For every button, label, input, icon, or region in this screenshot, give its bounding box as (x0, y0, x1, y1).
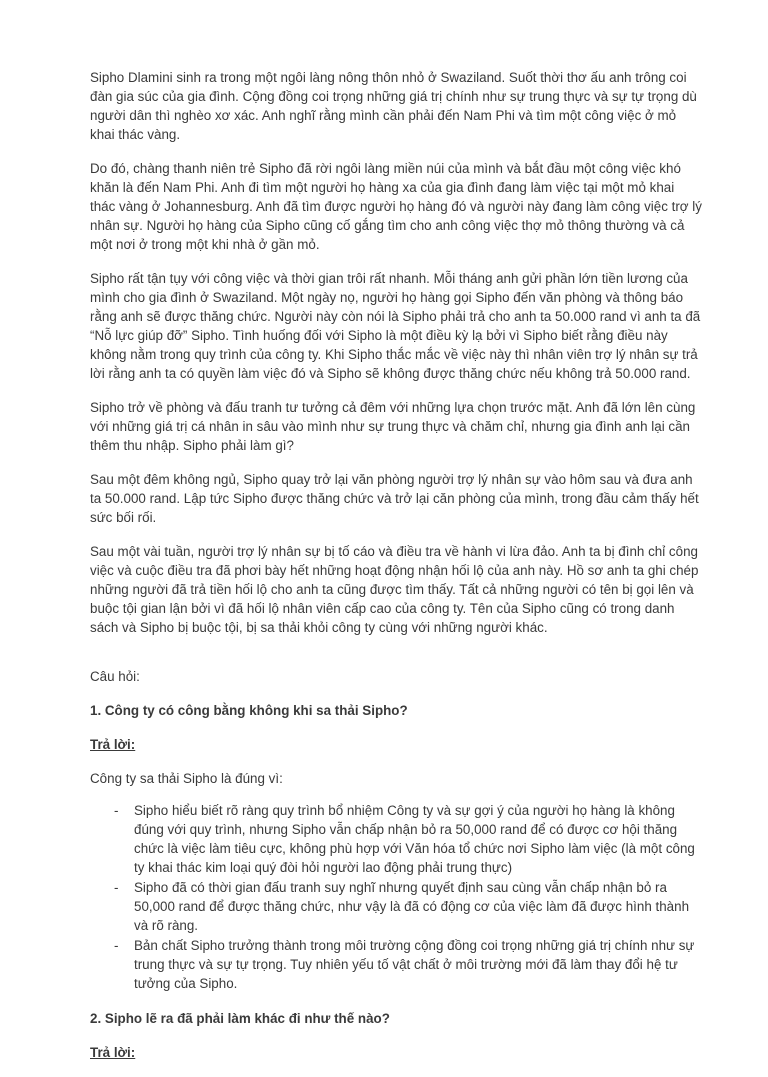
story-paragraph-1: Sipho Dlamini sinh ra trong một ngôi làng nông thôn nhỏ ở Swaziland. Suốt thời thơ ấu anh trông coi đàn gia súc của gia đình. Cộng đồng coi trọng những giá trị chính như sự trung thực và sự tự trọng dù người dân thì nghèo xơ xác. Anh nghĩ rằng mình cần phải đến Nam Phi và tìm một công việc ở mỏ khai thác vàng. (90, 70, 697, 142)
question-2: 2. Sipho lẽ ra đã phải làm khác đi như thế nào? (90, 1011, 390, 1026)
answer-1-label: Trả lời: (90, 737, 136, 752)
story-paragraph-6: Sau một vài tuần, người trợ lý nhân sự bị tố cáo và điều tra về hành vi lừa đảo. Anh ta bị đình chỉ công việc và cuộc điều tra đã phơi bày hết những hoạt động nhận hối lộ của anh này. Hồ sơ anh ta ghi chép những người đã trả tiền hối lộ cho anh ta cũng được tìm thấy. Tất cả những người có tên bị gọi lên và buộc tội gian lận bởi vì đã hối lộ nhân viên cấp cao của công ty. Tên của Sipho cũng có trong danh sách và Sipho bị buộc tội, bị sa thải khỏi công ty cùng với những người khác. (90, 544, 699, 635)
story-paragraph-2: Do đó, chàng thanh niên trẻ Sipho đã rời ngôi làng miền núi của mình và bắt đầu một công việc khó khăn là đến Nam Phi. Anh đi tìm một người họ hàng xa của gia đình đang làm việc tại một mỏ khai thác vàng ở Johannesburg. Anh đã tìm được người họ hàng đó và người này đang làm công việc trợ lý nhân sự. Người họ hàng của Sipho cũng cố gắng tìm cho anh công việc thợ mỏ thông thường và cả một nơi ở trong một khi nhà ở gần mỏ. (90, 161, 702, 252)
bullet-dash: - (114, 803, 119, 818)
story-paragraph-3: Sipho rất tận tụy với công việc và thời gian trôi rất nhanh. Mỗi tháng anh gửi phần lớn tiền lương của mình cho gia đình ở Swaziland. Một ngày nọ, người họ hàng gọi Sipho đến văn phòng và thông báo rằng anh sẽ được thăng chức. Người này còn nói là Sipho phải trả cho anh ta 50.000 rand vì anh ta đã “Nỗ lực giúp đỡ” Sipho. Tình huống đối với Sipho là một điều kỳ lạ bởi vì Sipho biết rằng điều này không nằm trong quy trình của công ty. Khi Sipho thắc mắc về việc này thì nhân viên trợ lý nhân sự trả lời rằng anh ta có quyền làm việc đó và Sipho sẽ không được thăng chức nếu không trả 50.000 rand. (90, 271, 701, 381)
answer-2-label: Trả lời: (90, 1045, 136, 1060)
question-1: 1. Công ty có công bằng không khi sa thải Sipho? (90, 703, 408, 718)
bullet-text: Sipho hiểu biết rõ ràng quy trình bổ nhiệm Công ty và sự gợi ý của người họ hàng là không đúng với quy trình, nhưng Sipho vẫn chấp nhận bỏ ra 50,000 rand để có được cơ hội thăng chức là việc làm tiêu cực, không phù hợp với Văn hóa tổ chức nơi Sipho làm việc (là một công ty khai thác kim loại quý đòi hỏi người lao động phải trung thực) (134, 803, 695, 875)
answer-1-bullet-list (90, 801, 702, 993)
bullet-dash: - (114, 880, 119, 895)
questions-heading: Câu hỏi: (90, 669, 140, 684)
bullet-dash: - (114, 938, 119, 953)
answer-1-intro: Công ty sa thải Sipho là đúng vì: (90, 771, 283, 786)
bullet-text: Bản chất Sipho trưởng thành trong môi trường cộng đồng coi trọng những giá trị chính như sự trung thực và sự tự trọng. Tuy nhiên yếu tố vật chất ở môi trường mới đã làm thay đổi hệ tư tưởng của Sipho. (134, 938, 695, 991)
answer-1-bullet (90, 936, 702, 993)
bullet-text: Sipho đã có thời gian đấu tranh suy nghĩ nhưng quyết định sau cùng vẫn chấp nhận bỏ ra 50,000 rand để được thăng chức, như vậy là đã có động cơ của việc làm đã được hình thành và rõ ràng. (134, 880, 690, 933)
answer-1-bullet (90, 878, 702, 935)
answer-1-bullet (90, 801, 702, 877)
story-paragraph-5: Sau một đêm không ngủ, Sipho quay trở lại văn phòng người trợ lý nhân sự vào hôm sau và đưa anh ta 50.000 rand. Lập tức Sipho được thăng chức và trở lại căn phòng của mình, trong đầu cảm thấy hết sức bối rối. (90, 472, 699, 525)
document-page (90, 68, 702, 1077)
story-paragraph-4: Sipho trở về phòng và đấu tranh tư tưởng cả đêm với những lựa chọn trước mặt. Anh đã lớn lên cùng với những giá trị cá nhân in sâu vào mình như sự trung thực và chăm chỉ, nhưng gia đình anh lại cần thêm thu nhập. Sipho phải làm gì? (90, 400, 696, 453)
